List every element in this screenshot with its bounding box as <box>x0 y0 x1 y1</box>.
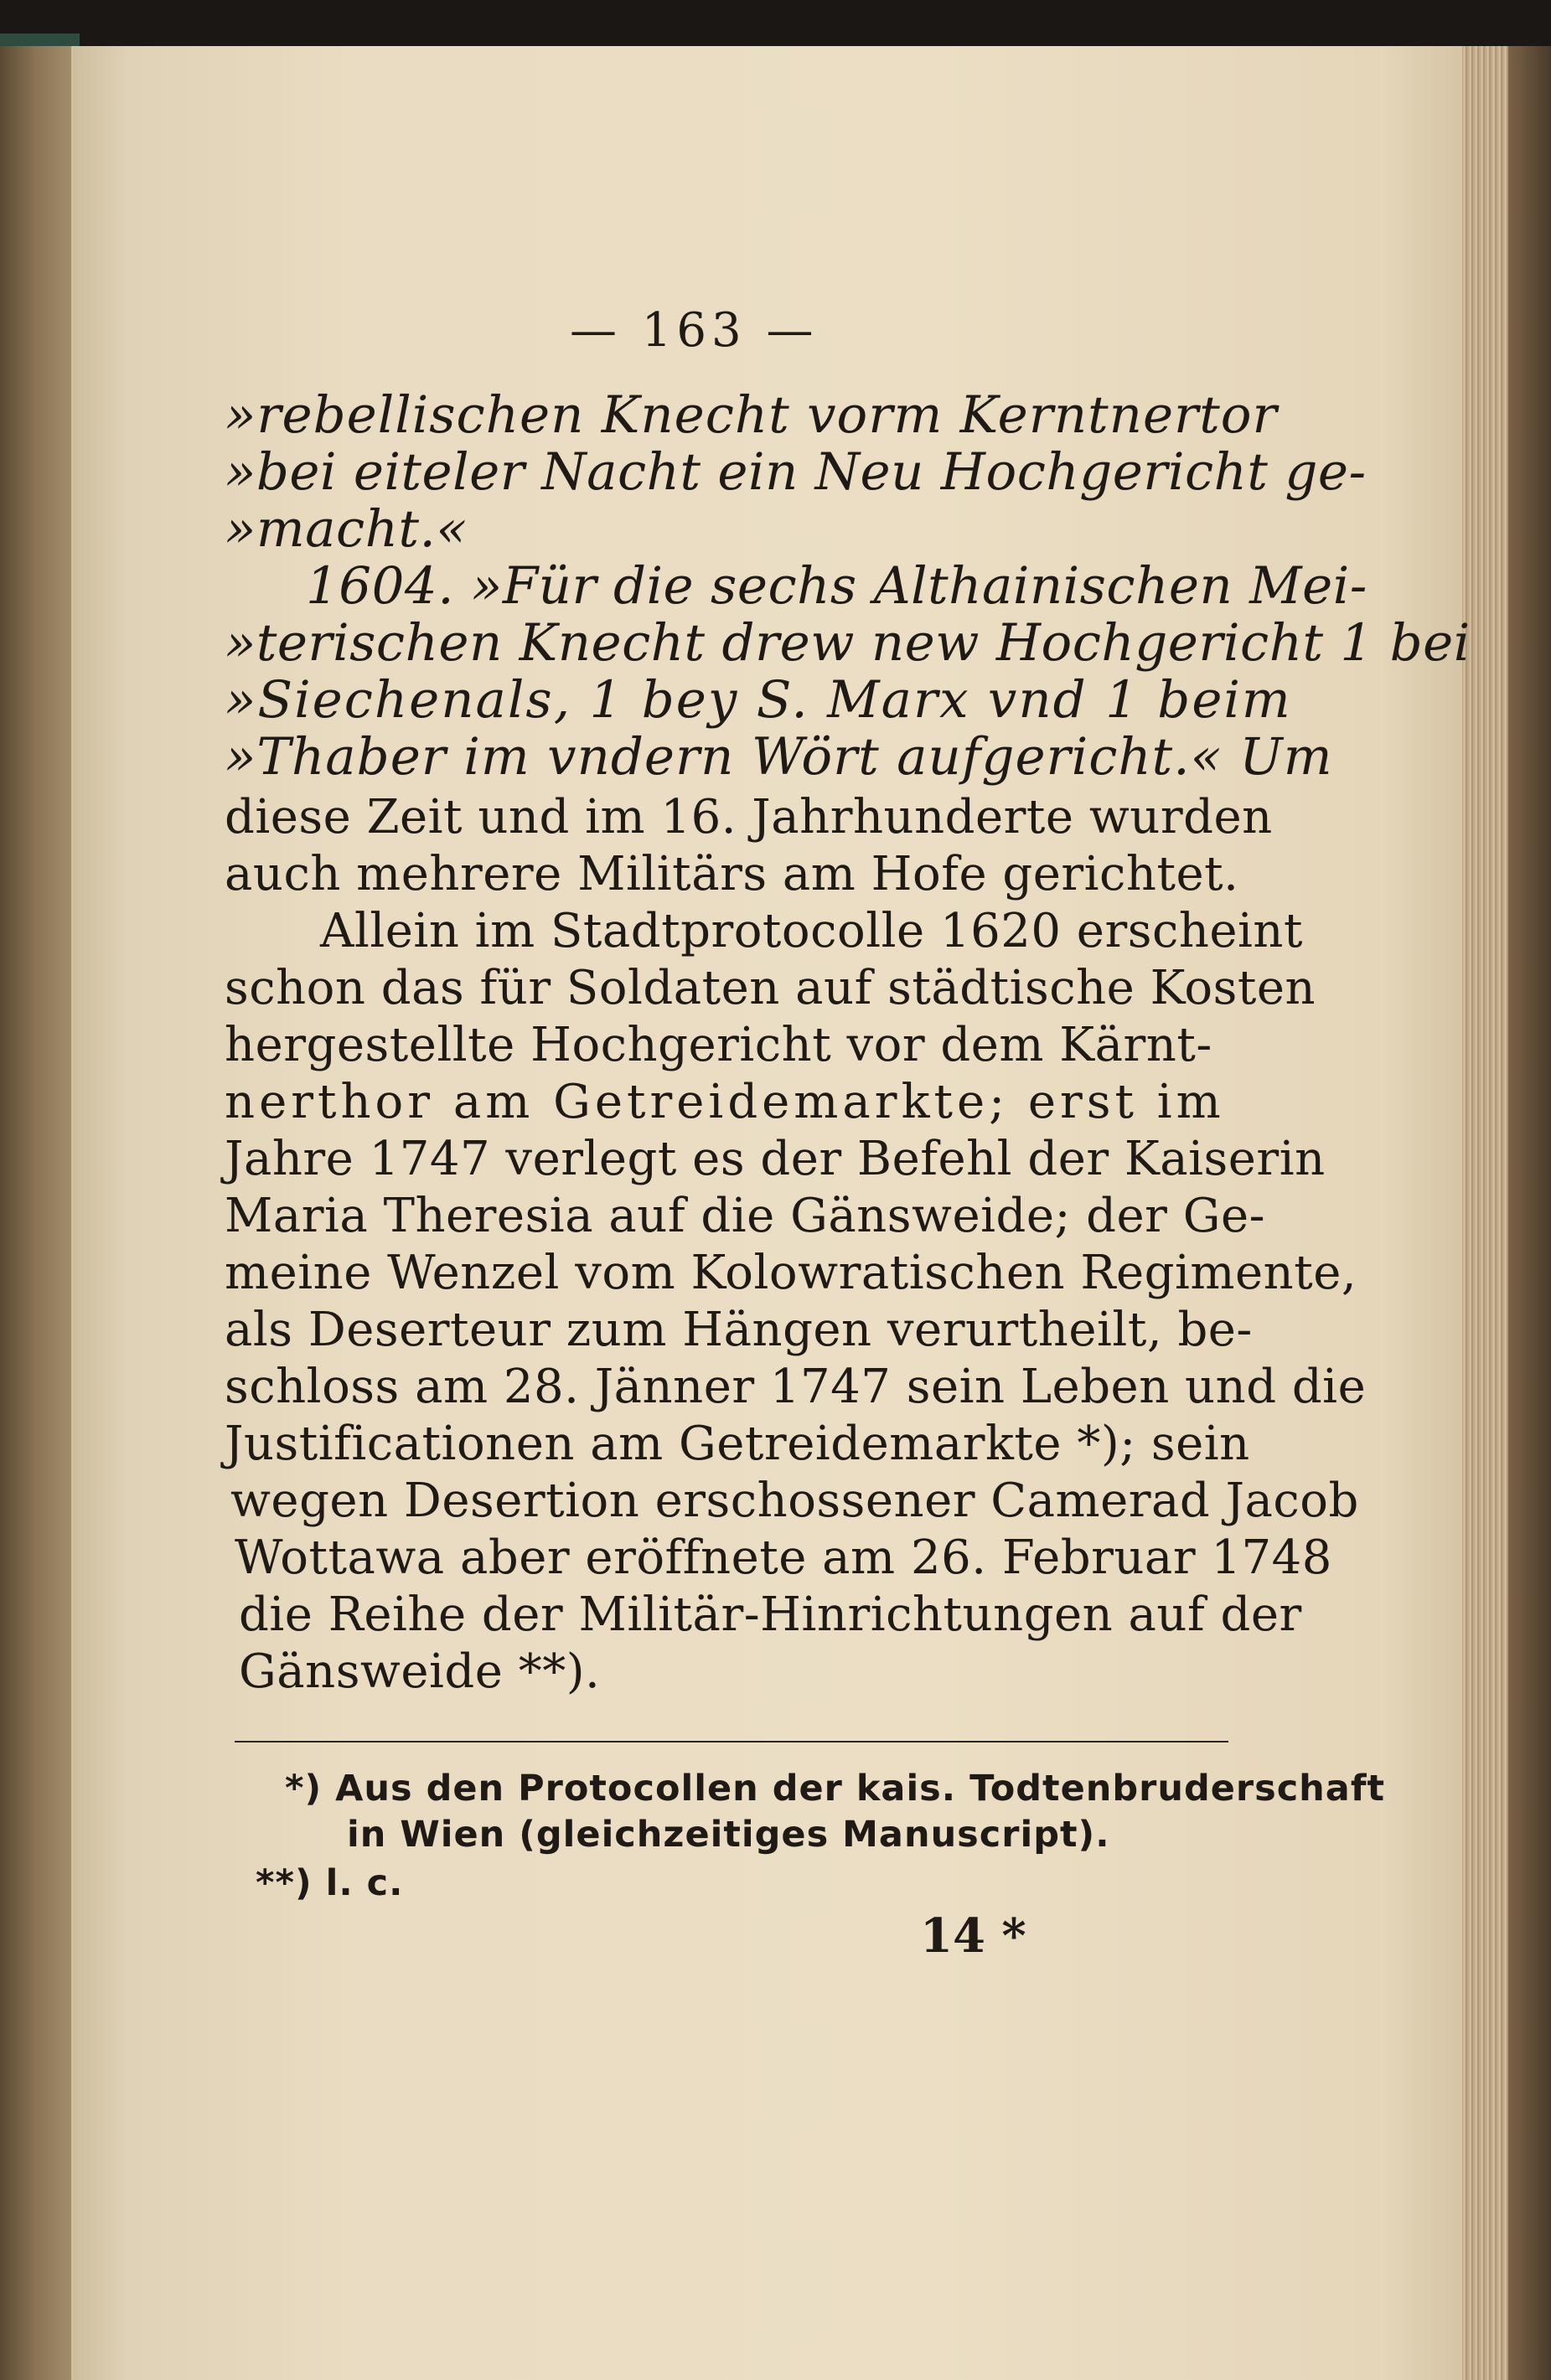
text-line: die Reihe der Militär-Hinrichtungen auf der <box>239 1588 1302 1642</box>
text-line: schon das für Soldaten auf städtische Kosten <box>225 961 1316 1015</box>
text-line: hergestellte Hochgericht vor dem Kärnt- <box>225 1018 1212 1072</box>
book-cover <box>0 46 80 2380</box>
text-line: Jahre 1747 verlegt es der Befehl der Kaiserin <box>225 1132 1326 1186</box>
text-line: »rebellischen Knecht vorm Kerntnertor <box>225 385 1278 445</box>
footnote-1-line-1: *) Aus den Protocollen der kais. Todtenbruderschaft <box>285 1768 1386 1810</box>
text-line: als Deserteur zum Hängen verurtheilt, be- <box>225 1303 1253 1357</box>
text-line: Maria Theresia auf die Gänsweide; der Ge- <box>225 1189 1265 1243</box>
text-line: »macht.« <box>225 499 468 559</box>
footnote-separator <box>235 1741 1228 1742</box>
signature-mark: 14 * <box>920 1908 1026 1964</box>
text-line: Allein im Stadtprotocolle 1620 erscheint <box>320 904 1304 958</box>
footnote-1-line-2: in Wien (gleichzeitiges Manuscript). <box>347 1814 1110 1856</box>
footnote-2: **) l. c. <box>256 1862 404 1904</box>
text-line: »Thaber im vndern Wört aufgericht.« Um <box>225 727 1333 787</box>
text-line: Justificationen am Getreidemarkte *); sein <box>225 1417 1250 1471</box>
page-number: — 163 — <box>570 303 819 358</box>
text-line: wegen Desertion erschossener Camerad Jacob <box>230 1474 1359 1528</box>
text-line: auch mehrere Militärs am Hofe gerichtet. <box>225 847 1239 901</box>
text-line: diese Zeit und im 16. Jahrhunderte wurden <box>225 790 1273 844</box>
text-line: 1604. »Für die sechs Althainischen Mei- <box>306 556 1367 616</box>
text-line: »bei eiteler Nacht ein Neu Hochgericht ge- <box>225 442 1367 502</box>
text-line: schloss am 28. Jänner 1747 sein Leben und die <box>225 1360 1367 1414</box>
back-cover-edge <box>1508 46 1551 2380</box>
text-line: Gänsweide **). <box>239 1644 601 1699</box>
text-line: Wottawa aber eröffnete am 26. Februar 1748 <box>235 1531 1332 1585</box>
text-line: nerthor am Getreidemarkte; erst im <box>225 1075 1225 1129</box>
text-line: »terischen Knecht drew new Hochgericht 1 bei <box>225 613 1471 673</box>
text-line: meine Wenzel vom Kolowratischen Regimente, <box>225 1246 1357 1300</box>
text-line: »Siechenals, 1 bey S. Marx vnd 1 beim <box>225 670 1292 730</box>
